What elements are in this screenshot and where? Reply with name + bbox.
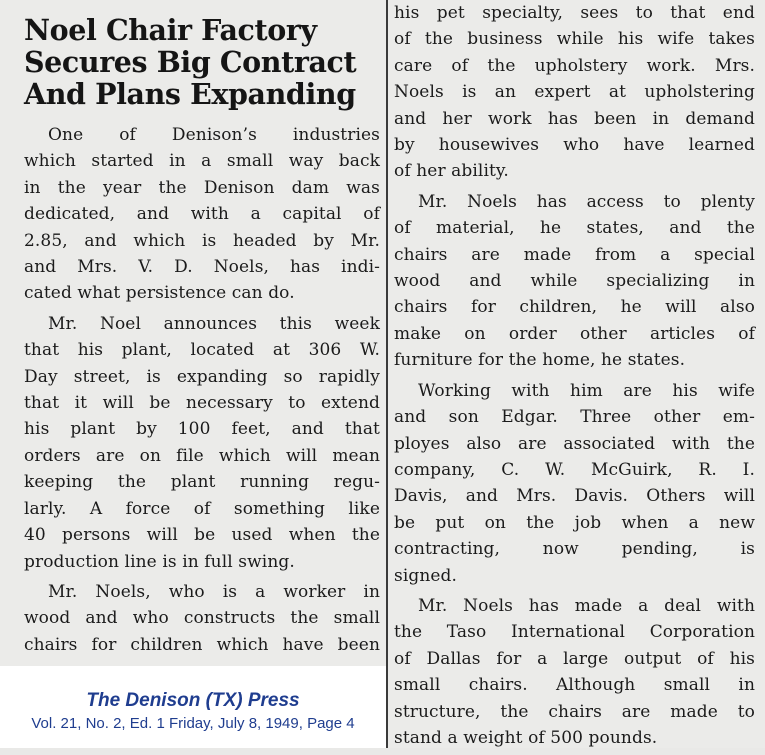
paragraph-line: Mr. Noels has made a deal with xyxy=(418,595,755,616)
right-column-body xyxy=(394,0,757,751)
paragraph-line: ployes also are associated with the xyxy=(394,433,755,454)
paragraph-line: Davis, and Mrs. Davis. Others will xyxy=(394,486,755,507)
paragraph-line: of Dallas for a large output of his xyxy=(394,648,755,669)
article-paragraph xyxy=(394,378,757,589)
paragraph-line: production line is in full swing. xyxy=(24,551,295,572)
headline-line: Secures Big Contract xyxy=(24,45,357,79)
article-headline xyxy=(24,14,380,110)
paragraph-line: cated what persistence can do. xyxy=(24,283,295,304)
right-column xyxy=(390,0,765,755)
source-caption xyxy=(0,666,386,748)
article-paragraph xyxy=(394,0,757,185)
paragraph-line: furniture for the home, he states. xyxy=(394,350,686,371)
paragraph-line: larly. A force of something like xyxy=(24,498,380,519)
paragraph-line: his pet specialty, sees to that end xyxy=(394,3,755,23)
paragraph-line: structure, the chairs are made to xyxy=(394,701,755,722)
paragraph-line: Mr. Noel announces this week xyxy=(48,313,380,334)
paragraph-line: 40 persons will be used when the xyxy=(24,525,380,546)
paragraph-line: chairs for children, he will also xyxy=(394,297,755,318)
paragraph-line: of the business while his wife takes xyxy=(394,29,755,50)
paragraph-line: his plant by 100 feet, and that xyxy=(24,419,380,440)
article-paragraph xyxy=(24,311,380,575)
paragraph-line: signed. xyxy=(394,565,458,586)
paragraph-line: chairs are made from a special xyxy=(394,244,755,265)
paragraph-line: 2.85, and which is headed by Mr. xyxy=(24,230,380,251)
paragraph-line: Mr. Noels has access to plenty xyxy=(418,191,755,212)
paragraph-line: contracting, now pending, is xyxy=(394,539,755,560)
headline-line: And Plans Expanding xyxy=(24,77,356,111)
paragraph-line: care of the upholstery work. Mrs. xyxy=(394,55,755,76)
paragraph-line: dedicated, and with a capital of xyxy=(24,204,380,225)
paragraph-line: Day street, is expanding so rapidly xyxy=(24,366,380,387)
article-paragraph xyxy=(24,122,380,307)
article-paragraph xyxy=(24,579,380,658)
paragraph-line: wood and who constructs the small xyxy=(24,608,380,629)
paragraph-line: in the year the Denison dam was xyxy=(24,177,380,198)
caption-subtitle: Vol. 21, No. 2, Ed. 1 Friday, July 8, 1949, Page 4 xyxy=(31,715,355,732)
paragraph-line: that his plant, located at 306 W. xyxy=(24,340,380,361)
paragraph-line: wood and while specializing in xyxy=(394,271,755,292)
column-divider xyxy=(386,0,388,748)
article-paragraph xyxy=(394,593,757,751)
paragraph-line: company, C. W. McGuirk, R. I. xyxy=(394,459,755,480)
left-column-body xyxy=(24,122,380,658)
paragraph-line: One of Denison’s industries xyxy=(48,125,380,145)
paragraph-line: and Mrs. V. D. Noels, has indi- xyxy=(24,257,380,278)
article-paragraph xyxy=(394,189,757,374)
paragraph-line: which started in a small way back xyxy=(24,151,380,172)
paragraph-line: that it will be necessary to extend xyxy=(24,393,380,414)
paragraph-line: orders are on file which will mean xyxy=(24,445,380,466)
paragraph-line: make on order other articles of xyxy=(394,323,755,344)
headline-line: Noel Chair Factory xyxy=(24,13,317,47)
paragraph-line: Working with him are his wife xyxy=(418,380,755,401)
paragraph-line: chairs for children which have been xyxy=(24,634,380,655)
paragraph-line: keeping the plant running regu- xyxy=(24,472,380,493)
paragraph-line: stand a weight of 500 pounds. xyxy=(394,727,658,748)
paragraph-line: small chairs. Although small in xyxy=(394,675,755,696)
caption-title: The Denison (TX) Press xyxy=(86,690,300,711)
paragraph-line: Noels is an expert at upholstering xyxy=(394,82,755,103)
paragraph-line: Mr. Noels, who is a worker in xyxy=(48,581,380,602)
paragraph-line: by housewives who have learned xyxy=(394,135,755,156)
left-column xyxy=(0,0,388,662)
paragraph-line: and her work has been in demand xyxy=(394,108,755,129)
paragraph-line: of material, he states, and the xyxy=(394,218,755,239)
paragraph-line: and son Edgar. Three other em- xyxy=(394,407,755,428)
paragraph-line: the Taso International Corporation xyxy=(394,622,755,643)
paragraph-line: of her ability. xyxy=(394,161,509,182)
paragraph-line: be put on the job when a new xyxy=(394,512,755,533)
